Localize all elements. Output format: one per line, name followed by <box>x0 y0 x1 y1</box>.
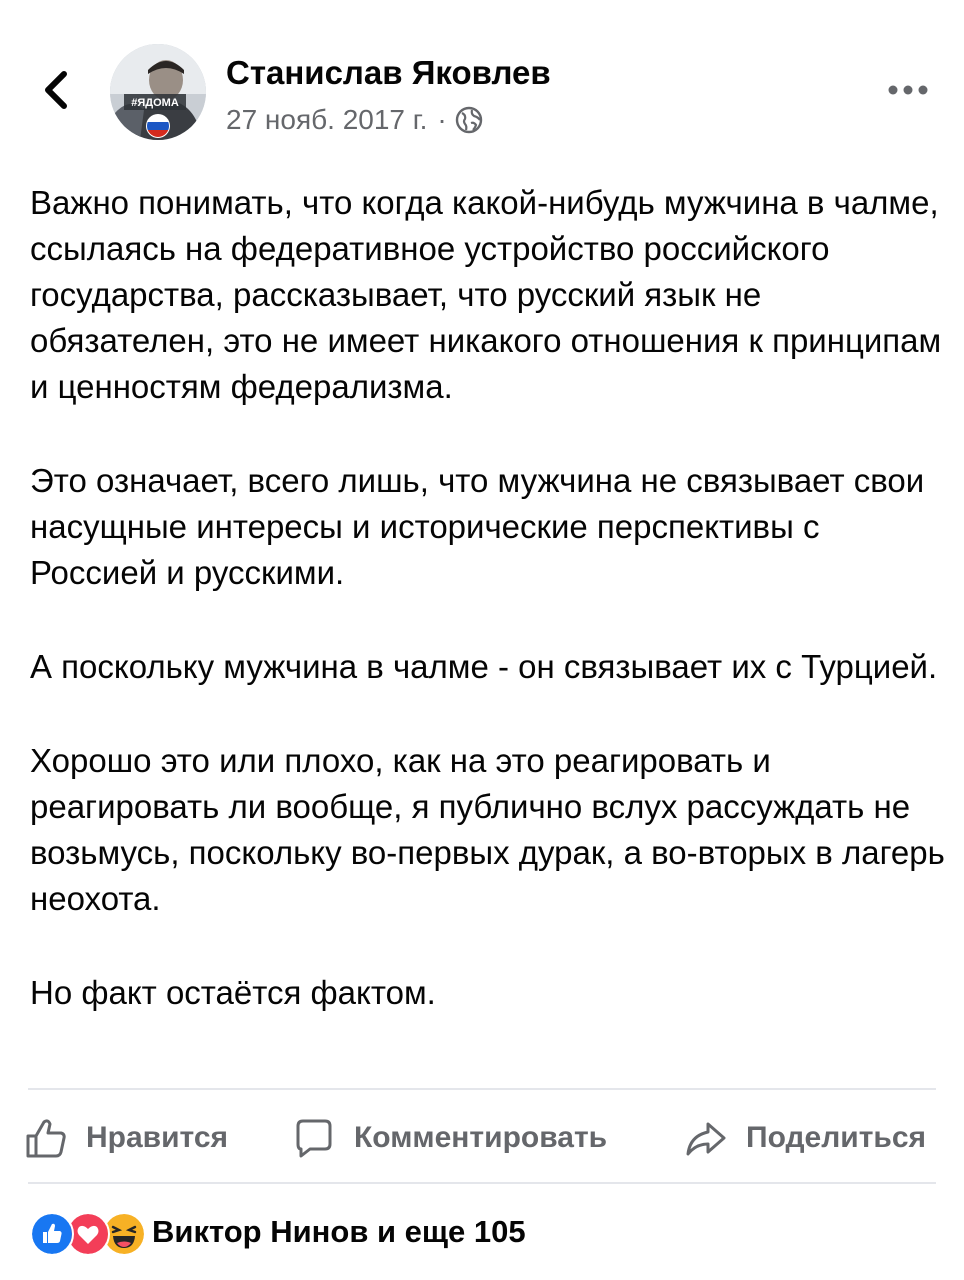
more-dots-icon <box>884 78 932 102</box>
post-body <box>30 180 950 1016</box>
post-meta <box>226 104 483 136</box>
avatar-badge-text: #ЯДОМА <box>131 97 179 109</box>
reactions-summary-text: Виктор Нинов и еще 105 <box>152 1214 526 1249</box>
globe-icon <box>455 106 483 134</box>
share-button[interactable] <box>684 1112 926 1164</box>
like-reaction-icon <box>30 1212 74 1256</box>
reactions-summary[interactable] <box>30 1210 526 1254</box>
post-paragraph: Но факт остаётся фактом. <box>30 974 436 1011</box>
reaction-icons <box>30 1210 144 1254</box>
comment-bubble-icon <box>292 1116 336 1160</box>
back-button[interactable] <box>38 68 74 112</box>
post-paragraph: Это означает, всего лишь, что мужчина не связывает свои насущные интересы и исторические перспективы с Россией и русскими. <box>30 462 925 591</box>
avatar[interactable] <box>110 44 206 140</box>
share-label: Поделиться <box>746 1121 927 1154</box>
comment-button[interactable] <box>292 1112 607 1164</box>
like-button[interactable] <box>24 1112 228 1164</box>
post-paragraph: А поскольку мужчина в чалме - он связывает их с Турцией. <box>30 648 938 685</box>
author-name[interactable]: Станислав Яковлев <box>226 54 551 91</box>
divider-top <box>28 1088 936 1090</box>
comment-label: Комментировать <box>354 1121 608 1154</box>
like-label: Нравится <box>86 1121 229 1154</box>
thumbs-up-icon <box>24 1116 68 1160</box>
chevron-left-icon <box>38 68 74 112</box>
more-options-button[interactable] <box>884 78 932 102</box>
post-paragraph: Важно понимать, что когда какой-нибудь мужчина в чалме, ссылаясь на федеративное устройство российского государства, рассказывает, что русский язык не обязателен, это не имеет никакого отношения к принципам и ценностям федерализма. <box>30 184 942 405</box>
avatar-image <box>110 44 206 140</box>
action-bar <box>0 1094 964 1182</box>
post-paragraph: Хорошо это или плохо, как на это реагировать и реагировать ли вообще, я публично вслух рассуждать не возьмусь, поскольку во-первых дурак, а во-вторых в лагерь неохота. <box>30 742 945 917</box>
post-header <box>0 0 964 160</box>
post-date[interactable]: 27 нояб. 2017 г. <box>226 104 428 135</box>
divider-bottom <box>28 1182 936 1184</box>
share-arrow-icon <box>684 1116 728 1160</box>
meta-separator: · <box>437 104 447 135</box>
